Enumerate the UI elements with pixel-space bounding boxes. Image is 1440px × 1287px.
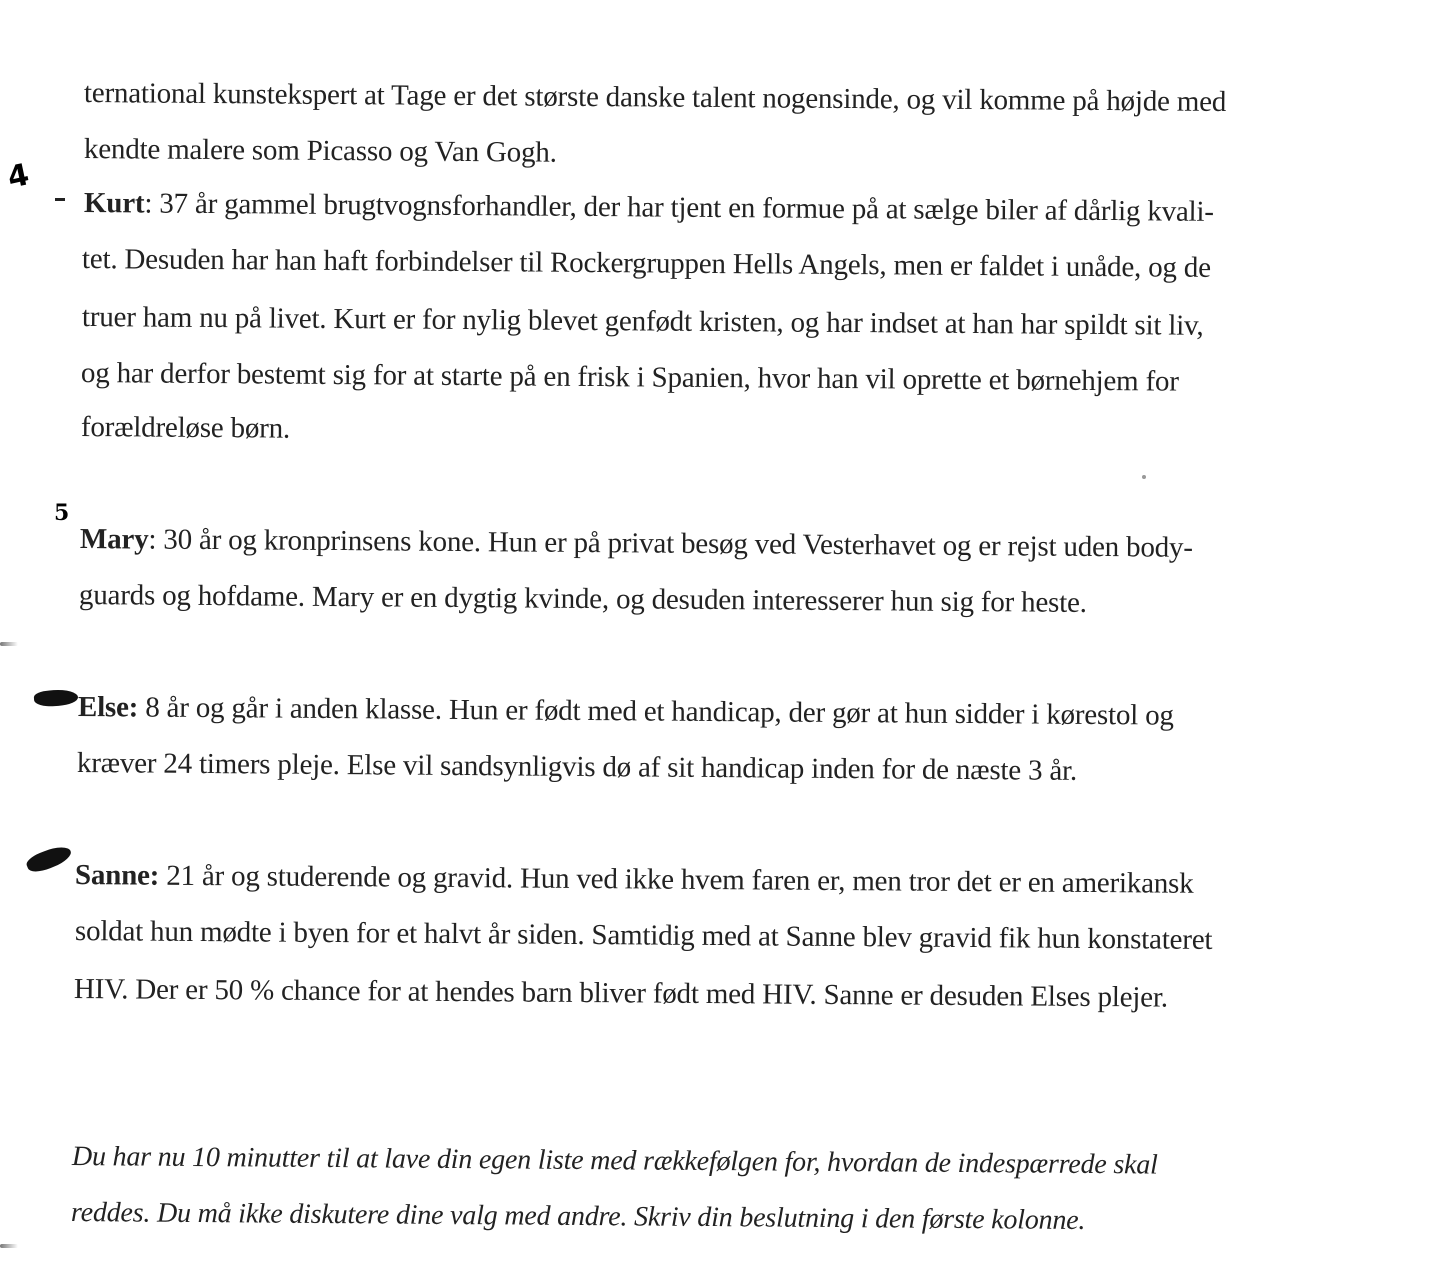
text-line: guards og hofdame. Mary er en dygtig kvinde, og desuden interesserer hun sig for heste. bbox=[78, 579, 1087, 619]
scan-edge-smudge bbox=[0, 1244, 18, 1248]
scan-speck bbox=[1142, 475, 1146, 479]
scan-edge-smudge bbox=[0, 642, 18, 646]
text-line bbox=[78, 690, 1174, 733]
text-line: kendte malere som Picasso og Van Gogh. bbox=[83, 133, 557, 169]
text-line: soldat hun mødte i byen for et halvt år siden. Samtidig med at Sanne blev gravid fik hun konstateret bbox=[74, 915, 1213, 956]
person-name: Kurt bbox=[83, 187, 145, 220]
text-line: og har derfor bestemt sig for at starte på en frisk i Spanien, hvor han vil oprette et børnehjem for bbox=[80, 357, 1179, 398]
person-name: Else: bbox=[77, 691, 139, 724]
text-line bbox=[80, 522, 1193, 565]
person-description: 8 år og går i anden klasse. Hun er født med et handicap, der gør at hun sidder i kørestol og bbox=[138, 691, 1174, 732]
text-line: Du har nu 10 minutter til at lave din egen liste med rækkefølgen for, hvordan de indespærrede skal bbox=[71, 1141, 1158, 1181]
person-description: : 30 år og kronprinsens kone. Hun er på privat besøg ved Vesterhavet og er rejst uden body- bbox=[148, 523, 1193, 564]
text-line: ternational kunstekspert at Tage er det største danske talent nogensinde, og vil komme på højde med bbox=[83, 77, 1227, 118]
person-description: 21 år og studerende og gravid. Hun ved ikke hvem faren er, men tror det er en amerikansk bbox=[159, 859, 1194, 900]
scribbled-out-rank-mark bbox=[33, 688, 78, 707]
dash-marker-icon bbox=[55, 198, 65, 201]
person-name: Mary bbox=[79, 523, 149, 556]
handwritten-rank-mark: 4 bbox=[4, 157, 33, 196]
person-description: : 37 år gammel brugtvognsforhandler, der har tjent en formue på at sælge biler af dårlig kvali- bbox=[144, 187, 1214, 228]
text-line: forældreløse børn. bbox=[80, 411, 291, 445]
person-name: Sanne: bbox=[74, 859, 160, 892]
scribbled-out-rank-mark bbox=[24, 842, 73, 876]
text-line: kræver 24 timers pleje. Else vil sandsynligvis dø af sit handicap inden for de næste 3 år. bbox=[76, 747, 1078, 787]
text-line bbox=[75, 858, 1194, 901]
text-line bbox=[84, 186, 1214, 229]
text-line: tet. Desuden har han haft forbindelser til Rockergruppen Hells Angels, men er faldet i unåde, og de bbox=[81, 243, 1211, 284]
text-line: truer ham nu på livet. Kurt er for nylig blevet genfødt kristen, og har indset at han har spildt sit liv, bbox=[81, 301, 1204, 342]
handwritten-rank-mark: 5 bbox=[54, 500, 70, 526]
text-line: reddes. Du må ikke diskutere dine valg med andre. Skriv din beslutning i den første kolonne. bbox=[70, 1197, 1086, 1236]
text-line: HIV. Der er 50 % chance for at hendes barn bliver født med HIV. Sanne er desuden Elses plejer. bbox=[73, 973, 1168, 1014]
